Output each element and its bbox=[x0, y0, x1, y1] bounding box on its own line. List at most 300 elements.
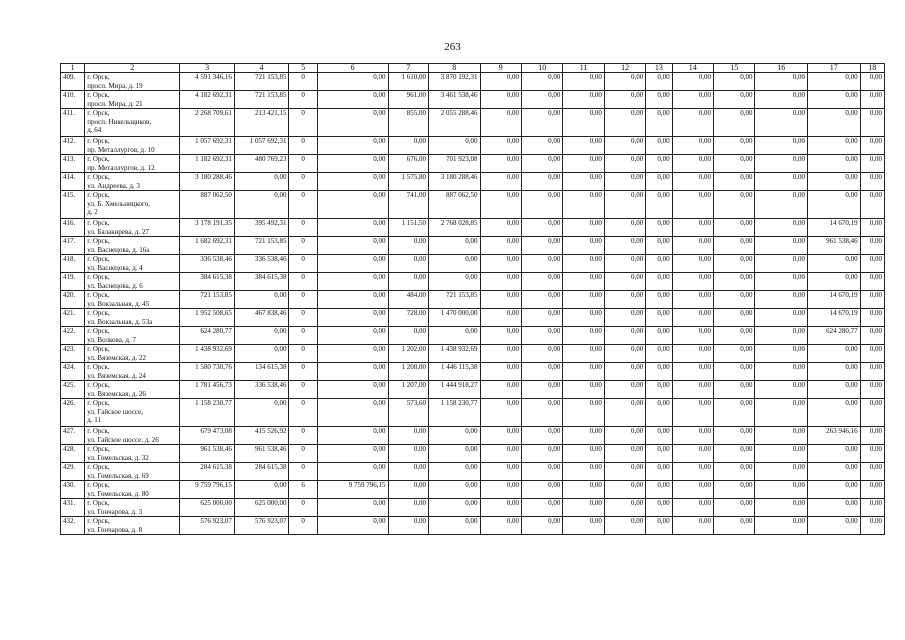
total-cost-cell: 1 057 692,31 bbox=[180, 137, 235, 155]
address-line: просп. Мира, д. 21 bbox=[87, 99, 143, 108]
col6-value-cell: 0,00 bbox=[317, 73, 388, 91]
col18-value-cell: 0,00 bbox=[860, 155, 884, 173]
address-cell bbox=[85, 73, 180, 91]
col15-value-cell: 0,00 bbox=[714, 399, 755, 427]
col12-value-cell: 0,00 bbox=[604, 173, 645, 191]
table-row bbox=[61, 237, 885, 255]
col8-value-cell: 0,00 bbox=[428, 237, 480, 255]
total-cost-cell: 384 615,38 bbox=[180, 273, 235, 291]
col8-value-cell: 0,00 bbox=[428, 427, 480, 445]
address-cell bbox=[85, 463, 180, 481]
col4-value-cell: 0,00 bbox=[234, 291, 289, 309]
col18-value-cell: 0,00 bbox=[860, 445, 884, 463]
col12-value-cell: 0,00 bbox=[604, 191, 645, 219]
column-number-cell: 3 bbox=[180, 64, 235, 73]
col11-value-cell: 0,00 bbox=[563, 463, 604, 481]
col12-value-cell: 0,00 bbox=[604, 463, 645, 481]
col4-value-cell: 961 538,46 bbox=[234, 445, 289, 463]
col12-value-cell: 0,00 bbox=[604, 499, 645, 517]
address-line: просп. Никельщиков, bbox=[87, 117, 152, 126]
row-number-cell: 415. bbox=[61, 191, 85, 219]
address-cell bbox=[85, 109, 180, 137]
col12-value-cell: 0,00 bbox=[604, 445, 645, 463]
col4-value-cell: 0,00 bbox=[234, 399, 289, 427]
col13-value-cell: 0,00 bbox=[646, 399, 672, 427]
table-row bbox=[61, 345, 885, 363]
column-number-cell: 9 bbox=[480, 64, 521, 73]
col15-value-cell: 0,00 bbox=[714, 219, 755, 237]
col15-value-cell: 0,00 bbox=[714, 237, 755, 255]
col14-value-cell: 0,00 bbox=[672, 427, 713, 445]
col10-value-cell: 0,00 bbox=[521, 73, 562, 91]
col10-value-cell: 0,00 bbox=[521, 219, 562, 237]
col13-value-cell: 0,00 bbox=[646, 499, 672, 517]
address-line: г. Орск, bbox=[87, 173, 110, 181]
col9-value-cell: 0,00 bbox=[480, 463, 521, 481]
col18-value-cell: 0,00 bbox=[860, 463, 884, 481]
col13-value-cell: 0,00 bbox=[646, 345, 672, 363]
table-row bbox=[61, 481, 885, 499]
col13-value-cell: 0,00 bbox=[646, 137, 672, 155]
address-line: д. 64 bbox=[87, 126, 102, 134]
col4-value-cell: 213 421,15 bbox=[234, 109, 289, 137]
col5-count-cell: 0 bbox=[289, 273, 317, 291]
col13-value-cell: 0,00 bbox=[646, 291, 672, 309]
column-number-cell: 1 bbox=[61, 64, 85, 73]
column-number-cell: 11 bbox=[563, 64, 604, 73]
col12-value-cell: 0,00 bbox=[604, 309, 645, 327]
col10-value-cell: 0,00 bbox=[521, 363, 562, 381]
col12-value-cell: 0,00 bbox=[604, 517, 645, 535]
col6-value-cell: 0,00 bbox=[317, 109, 388, 137]
col11-value-cell: 0,00 bbox=[563, 399, 604, 427]
total-cost-cell: 1 952 508,65 bbox=[180, 309, 235, 327]
col18-value-cell: 0,00 bbox=[860, 255, 884, 273]
col18-value-cell: 0,00 bbox=[860, 191, 884, 219]
col11-value-cell: 0,00 bbox=[563, 427, 604, 445]
col5-count-cell: 0 bbox=[289, 237, 317, 255]
col13-value-cell: 0,00 bbox=[646, 309, 672, 327]
col9-value-cell: 0,00 bbox=[480, 517, 521, 535]
col10-value-cell: 0,00 bbox=[521, 499, 562, 517]
col7-value-cell: 0,00 bbox=[388, 481, 428, 499]
col17-value-cell: 0,00 bbox=[808, 481, 861, 499]
address-cell bbox=[85, 291, 180, 309]
address-line: ул. Гомельская, д. 80 bbox=[87, 489, 149, 498]
row-number-cell: 431. bbox=[61, 499, 85, 517]
col4-value-cell: 0,00 bbox=[234, 327, 289, 345]
total-cost-cell: 9 759 796,15 bbox=[180, 481, 235, 499]
col11-value-cell: 0,00 bbox=[563, 499, 604, 517]
col6-value-cell: 0,00 bbox=[317, 445, 388, 463]
col11-value-cell: 0,00 bbox=[563, 517, 604, 535]
address-cell bbox=[85, 445, 180, 463]
col18-value-cell: 0,00 bbox=[860, 363, 884, 381]
col4-value-cell: 336 538,46 bbox=[234, 255, 289, 273]
col17-value-cell: 0,00 bbox=[808, 381, 861, 399]
col16-value-cell: 0,00 bbox=[755, 191, 808, 219]
register-table bbox=[60, 63, 885, 535]
col11-value-cell: 0,00 bbox=[563, 173, 604, 191]
table-row bbox=[61, 137, 885, 155]
col15-value-cell: 0,00 bbox=[714, 137, 755, 155]
address-cell bbox=[85, 219, 180, 237]
col13-value-cell: 0,00 bbox=[646, 173, 672, 191]
col5-count-cell: 0 bbox=[289, 399, 317, 427]
col4-value-cell: 0,00 bbox=[234, 191, 289, 219]
address-line: ул. Б. Хмельницкого, bbox=[87, 199, 150, 208]
col14-value-cell: 0,00 bbox=[672, 155, 713, 173]
address-line: г. Орск, bbox=[87, 191, 110, 199]
address-line: ул. Васнецова, д. 4 bbox=[87, 263, 143, 272]
table-row bbox=[61, 91, 885, 109]
table-row bbox=[61, 363, 885, 381]
col9-value-cell: 0,00 bbox=[480, 363, 521, 381]
col14-value-cell: 0,00 bbox=[672, 91, 713, 109]
col6-value-cell: 0,00 bbox=[317, 91, 388, 109]
col5-count-cell: 0 bbox=[289, 173, 317, 191]
col15-value-cell: 0,00 bbox=[714, 191, 755, 219]
col9-value-cell: 0,00 bbox=[480, 255, 521, 273]
address-line: г. Орск, bbox=[87, 399, 110, 407]
address-cell bbox=[85, 155, 180, 173]
table-row bbox=[61, 399, 885, 427]
row-number-cell: 425. bbox=[61, 381, 85, 399]
col6-value-cell: 0,00 bbox=[317, 363, 388, 381]
col8-value-cell: 0,00 bbox=[428, 481, 480, 499]
col16-value-cell: 0,00 bbox=[755, 273, 808, 291]
col12-value-cell: 0,00 bbox=[604, 73, 645, 91]
col18-value-cell: 0,00 bbox=[860, 381, 884, 399]
col17-value-cell: 0,00 bbox=[808, 273, 861, 291]
col16-value-cell: 0,00 bbox=[755, 345, 808, 363]
col10-value-cell: 0,00 bbox=[521, 173, 562, 191]
total-cost-cell: 624 280,77 bbox=[180, 327, 235, 345]
table-row bbox=[61, 173, 885, 191]
col16-value-cell: 0,00 bbox=[755, 91, 808, 109]
col16-value-cell: 0,00 bbox=[755, 481, 808, 499]
total-cost-cell: 1 580 730,76 bbox=[180, 363, 235, 381]
col17-value-cell: 0,00 bbox=[808, 363, 861, 381]
col12-value-cell: 0,00 bbox=[604, 91, 645, 109]
address-cell bbox=[85, 381, 180, 399]
total-cost-cell: 1 438 932,69 bbox=[180, 345, 235, 363]
col18-value-cell: 0,00 bbox=[860, 481, 884, 499]
col17-value-cell: 624 280,77 bbox=[808, 327, 861, 345]
col10-value-cell: 0,00 bbox=[521, 345, 562, 363]
col15-value-cell: 0,00 bbox=[714, 363, 755, 381]
col14-value-cell: 0,00 bbox=[672, 255, 713, 273]
col7-value-cell: 573,60 bbox=[388, 399, 428, 427]
col11-value-cell: 0,00 bbox=[563, 255, 604, 273]
col9-value-cell: 0,00 bbox=[480, 91, 521, 109]
col15-value-cell: 0,00 bbox=[714, 109, 755, 137]
col13-value-cell: 0,00 bbox=[646, 219, 672, 237]
col10-value-cell: 0,00 bbox=[521, 517, 562, 535]
col7-value-cell: 0,00 bbox=[388, 273, 428, 291]
col13-value-cell: 0,00 bbox=[646, 517, 672, 535]
col5-count-cell: 0 bbox=[289, 309, 317, 327]
col17-value-cell: 0,00 bbox=[808, 399, 861, 427]
col13-value-cell: 0,00 bbox=[646, 381, 672, 399]
address-line: г. Орск, bbox=[87, 155, 110, 163]
total-cost-cell: 1 158 230,77 bbox=[180, 399, 235, 427]
address-line: г. Орск, bbox=[87, 381, 110, 389]
address-line: ул. Вяземская, д. 24 bbox=[87, 371, 146, 380]
address-cell bbox=[85, 363, 180, 381]
total-cost-cell: 284 615,38 bbox=[180, 463, 235, 481]
col16-value-cell: 0,00 bbox=[755, 499, 808, 517]
col8-value-cell: 1 446 115,38 bbox=[428, 363, 480, 381]
col15-value-cell: 0,00 bbox=[714, 173, 755, 191]
col7-value-cell: 0,00 bbox=[388, 137, 428, 155]
address-cell bbox=[85, 481, 180, 499]
row-number-cell: 412. bbox=[61, 137, 85, 155]
col8-value-cell: 0,00 bbox=[428, 499, 480, 517]
col12-value-cell: 0,00 bbox=[604, 137, 645, 155]
col16-value-cell: 0,00 bbox=[755, 399, 808, 427]
col6-value-cell: 0,00 bbox=[317, 399, 388, 427]
address-line: г. Орск, bbox=[87, 309, 110, 317]
col8-value-cell: 3 461 538,46 bbox=[428, 91, 480, 109]
col8-value-cell: 1 470 000,00 bbox=[428, 309, 480, 327]
address-line: г. Орск, bbox=[87, 291, 110, 299]
col14-value-cell: 0,00 bbox=[672, 481, 713, 499]
col11-value-cell: 0,00 bbox=[563, 191, 604, 219]
col6-value-cell: 0,00 bbox=[317, 327, 388, 345]
col5-count-cell: 0 bbox=[289, 499, 317, 517]
col6-value-cell: 0,00 bbox=[317, 291, 388, 309]
col5-count-cell: 6 bbox=[289, 481, 317, 499]
col6-value-cell: 0,00 bbox=[317, 191, 388, 219]
col18-value-cell: 0,00 bbox=[860, 327, 884, 345]
col12-value-cell: 0,00 bbox=[604, 427, 645, 445]
table-row bbox=[61, 309, 885, 327]
col14-value-cell: 0,00 bbox=[672, 499, 713, 517]
col11-value-cell: 0,00 bbox=[563, 137, 604, 155]
col17-value-cell: 14 670,19 bbox=[808, 309, 861, 327]
col16-value-cell: 0,00 bbox=[755, 137, 808, 155]
col5-count-cell: 0 bbox=[289, 137, 317, 155]
col4-value-cell: 1 057 692,31 bbox=[234, 137, 289, 155]
address-cell bbox=[85, 345, 180, 363]
col18-value-cell: 0,00 bbox=[860, 91, 884, 109]
total-cost-cell: 4 182 692,31 bbox=[180, 91, 235, 109]
col5-count-cell: 0 bbox=[289, 191, 317, 219]
col10-value-cell: 0,00 bbox=[521, 273, 562, 291]
col11-value-cell: 0,00 bbox=[563, 345, 604, 363]
col18-value-cell: 0,00 bbox=[860, 173, 884, 191]
col10-value-cell: 0,00 bbox=[521, 381, 562, 399]
table-row bbox=[61, 219, 885, 237]
table-row bbox=[61, 381, 885, 399]
col5-count-cell: 0 bbox=[289, 363, 317, 381]
col14-value-cell: 0,00 bbox=[672, 237, 713, 255]
col17-value-cell: 961 538,46 bbox=[808, 237, 861, 255]
col8-value-cell: 2 055 288,46 bbox=[428, 109, 480, 137]
col14-value-cell: 0,00 bbox=[672, 381, 713, 399]
col5-count-cell: 0 bbox=[289, 255, 317, 273]
col18-value-cell: 0,00 bbox=[860, 237, 884, 255]
col13-value-cell: 0,00 bbox=[646, 73, 672, 91]
col4-value-cell: 134 615,38 bbox=[234, 363, 289, 381]
address-line: ул. Гомельская, д. 69 bbox=[87, 471, 149, 480]
col16-value-cell: 0,00 bbox=[755, 109, 808, 137]
row-number-cell: 421. bbox=[61, 309, 85, 327]
address-line: г. Орск, bbox=[87, 445, 110, 453]
total-cost-cell: 3 178 191,35 bbox=[180, 219, 235, 237]
col7-value-cell: 1 208,00 bbox=[388, 363, 428, 381]
col12-value-cell: 0,00 bbox=[604, 481, 645, 499]
address-cell bbox=[85, 273, 180, 291]
address-line: г. Орск, bbox=[87, 345, 110, 353]
row-number-cell: 428. bbox=[61, 445, 85, 463]
total-cost-cell: 625 000,00 bbox=[180, 499, 235, 517]
col6-value-cell: 0,00 bbox=[317, 463, 388, 481]
address-cell bbox=[85, 517, 180, 535]
col6-value-cell: 0,00 bbox=[317, 237, 388, 255]
col10-value-cell: 0,00 bbox=[521, 309, 562, 327]
col17-value-cell: 0,00 bbox=[808, 445, 861, 463]
col9-value-cell: 0,00 bbox=[480, 173, 521, 191]
col4-value-cell: 721 153,85 bbox=[234, 237, 289, 255]
col13-value-cell: 0,00 bbox=[646, 445, 672, 463]
col4-value-cell: 576 923,07 bbox=[234, 517, 289, 535]
col9-value-cell: 0,00 bbox=[480, 291, 521, 309]
address-line: ул. Васнецова, д. 16а bbox=[87, 245, 150, 254]
address-line: д. 2 bbox=[87, 208, 98, 216]
col10-value-cell: 0,00 bbox=[521, 237, 562, 255]
row-number-cell: 423. bbox=[61, 345, 85, 363]
col18-value-cell: 0,00 bbox=[860, 399, 884, 427]
col14-value-cell: 0,00 bbox=[672, 73, 713, 91]
col16-value-cell: 0,00 bbox=[755, 381, 808, 399]
col10-value-cell: 0,00 bbox=[521, 91, 562, 109]
col11-value-cell: 0,00 bbox=[563, 273, 604, 291]
address-line: г. Орск, bbox=[87, 219, 110, 227]
address-line: д. 11 bbox=[87, 416, 102, 424]
col5-count-cell: 0 bbox=[289, 427, 317, 445]
col4-value-cell: 284 615,38 bbox=[234, 463, 289, 481]
address-line: ул. Гончарова, д. 8 bbox=[87, 525, 143, 534]
col6-value-cell: 9 759 796,15 bbox=[317, 481, 388, 499]
col12-value-cell: 0,00 bbox=[604, 381, 645, 399]
col18-value-cell: 0,00 bbox=[860, 73, 884, 91]
col9-value-cell: 0,00 bbox=[480, 155, 521, 173]
total-cost-cell: 336 538,46 bbox=[180, 255, 235, 273]
table-row bbox=[61, 291, 885, 309]
col9-value-cell: 0,00 bbox=[480, 381, 521, 399]
address-cell bbox=[85, 399, 180, 427]
column-number-cell: 6 bbox=[317, 64, 388, 73]
col15-value-cell: 0,00 bbox=[714, 381, 755, 399]
total-cost-cell: 721 153,85 bbox=[180, 291, 235, 309]
column-number-row bbox=[61, 64, 885, 73]
col15-value-cell: 0,00 bbox=[714, 499, 755, 517]
col17-value-cell: 0,00 bbox=[808, 517, 861, 535]
col7-value-cell: 484,00 bbox=[388, 291, 428, 309]
col6-value-cell: 0,00 bbox=[317, 499, 388, 517]
col14-value-cell: 0,00 bbox=[672, 191, 713, 219]
col14-value-cell: 0,00 bbox=[672, 137, 713, 155]
col10-value-cell: 0,00 bbox=[521, 399, 562, 427]
col14-value-cell: 0,00 bbox=[672, 327, 713, 345]
col5-count-cell: 0 bbox=[289, 327, 317, 345]
col6-value-cell: 0,00 bbox=[317, 517, 388, 535]
col16-value-cell: 0,00 bbox=[755, 327, 808, 345]
col17-value-cell: 263 946,16 bbox=[808, 427, 861, 445]
row-number-cell: 413. bbox=[61, 155, 85, 173]
col17-value-cell: 14 670,19 bbox=[808, 219, 861, 237]
col15-value-cell: 0,00 bbox=[714, 481, 755, 499]
table-row bbox=[61, 499, 885, 517]
row-number-cell: 426. bbox=[61, 399, 85, 427]
col16-value-cell: 0,00 bbox=[755, 237, 808, 255]
col8-value-cell: 0,00 bbox=[428, 327, 480, 345]
col17-value-cell: 0,00 bbox=[808, 73, 861, 91]
col8-value-cell: 0,00 bbox=[428, 255, 480, 273]
address-line: ул. Гомельская, д. 32 bbox=[87, 453, 149, 462]
col8-value-cell: 3 870 192,31 bbox=[428, 73, 480, 91]
col9-value-cell: 0,00 bbox=[480, 327, 521, 345]
col7-value-cell: 1 202,00 bbox=[388, 345, 428, 363]
table-row bbox=[61, 517, 885, 535]
col6-value-cell: 0,00 bbox=[317, 427, 388, 445]
col18-value-cell: 0,00 bbox=[860, 219, 884, 237]
table-row bbox=[61, 427, 885, 445]
col6-value-cell: 0,00 bbox=[317, 381, 388, 399]
column-number-cell: 4 bbox=[234, 64, 289, 73]
col18-value-cell: 0,00 bbox=[860, 291, 884, 309]
col11-value-cell: 0,00 bbox=[563, 155, 604, 173]
col14-value-cell: 0,00 bbox=[672, 219, 713, 237]
col11-value-cell: 0,00 bbox=[563, 327, 604, 345]
total-cost-cell: 1 781 456,73 bbox=[180, 381, 235, 399]
col10-value-cell: 0,00 bbox=[521, 137, 562, 155]
col16-value-cell: 0,00 bbox=[755, 517, 808, 535]
col6-value-cell: 0,00 bbox=[317, 137, 388, 155]
col5-count-cell: 0 bbox=[289, 463, 317, 481]
col10-value-cell: 0,00 bbox=[521, 191, 562, 219]
column-number-cell: 18 bbox=[860, 64, 884, 73]
col8-value-cell: 0,00 bbox=[428, 137, 480, 155]
col16-value-cell: 0,00 bbox=[755, 291, 808, 309]
col15-value-cell: 0,00 bbox=[714, 309, 755, 327]
address-cell bbox=[85, 427, 180, 445]
col13-value-cell: 0,00 bbox=[646, 191, 672, 219]
col4-value-cell: 625 000,00 bbox=[234, 499, 289, 517]
col8-value-cell: 887 062,50 bbox=[428, 191, 480, 219]
col14-value-cell: 0,00 bbox=[672, 363, 713, 381]
col9-value-cell: 0,00 bbox=[480, 399, 521, 427]
column-number-cell: 5 bbox=[289, 64, 317, 73]
col16-value-cell: 0,00 bbox=[755, 219, 808, 237]
row-number-cell: 432. bbox=[61, 517, 85, 535]
total-cost-cell: 679 473,08 bbox=[180, 427, 235, 445]
col14-value-cell: 0,00 bbox=[672, 399, 713, 427]
col4-value-cell: 0,00 bbox=[234, 481, 289, 499]
col14-value-cell: 0,00 bbox=[672, 445, 713, 463]
col7-value-cell: 0,00 bbox=[388, 445, 428, 463]
col4-value-cell: 384 615,38 bbox=[234, 273, 289, 291]
col5-count-cell: 0 bbox=[289, 345, 317, 363]
address-line: г. Орск, bbox=[87, 273, 110, 281]
col15-value-cell: 0,00 bbox=[714, 73, 755, 91]
col4-value-cell: 480 769,23 bbox=[234, 155, 289, 173]
col10-value-cell: 0,00 bbox=[521, 155, 562, 173]
col11-value-cell: 0,00 bbox=[563, 481, 604, 499]
address-line: ул. Гончарова, д. 3 bbox=[87, 507, 143, 516]
